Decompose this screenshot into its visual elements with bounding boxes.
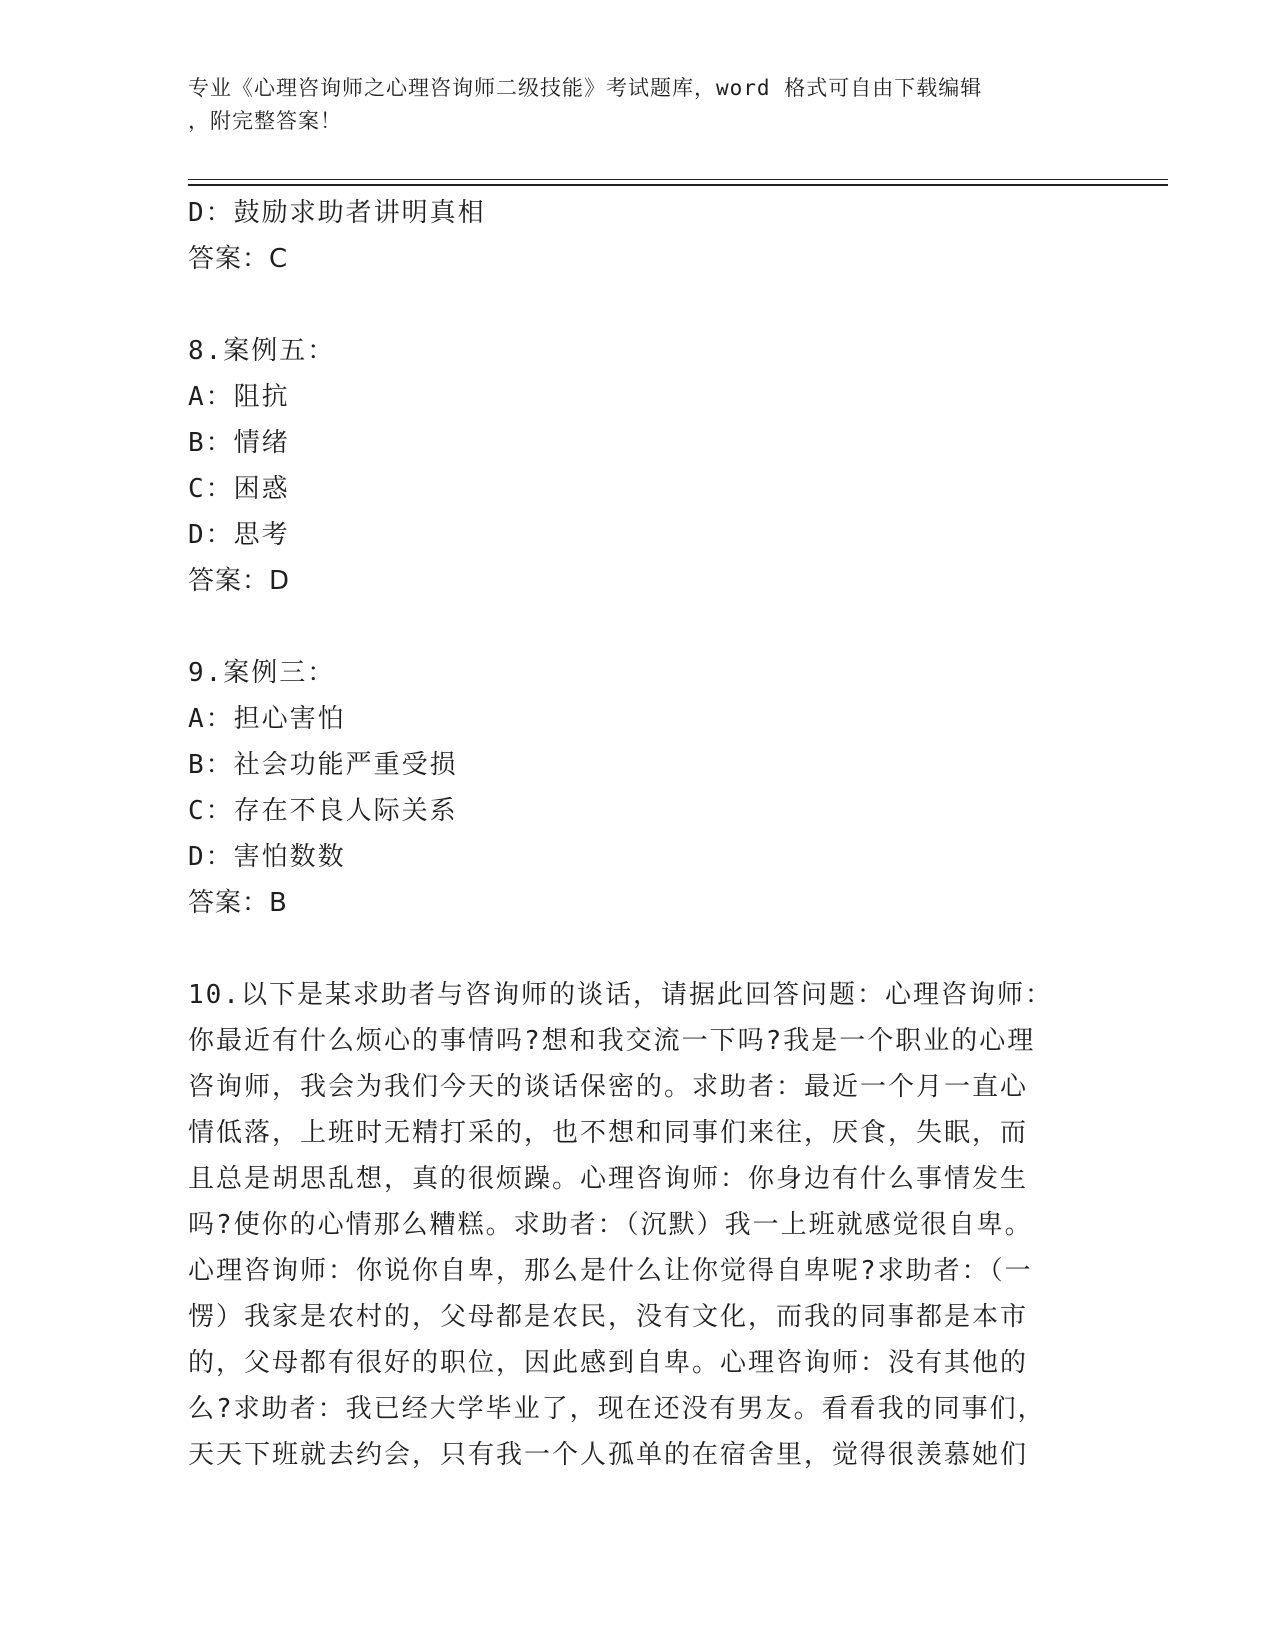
- question-10-line: 么?求助者：我已经大学毕业了，现在还没有男友。看看我的同事们，: [188, 1394, 1046, 1424]
- question-10-line: 你最近有什么烦心的事情吗?想和我交流一下吗?我是一个职业的心理: [188, 1026, 1036, 1056]
- header-title-line-1: 专业《心理咨询师之心理咨询师二级技能》考试题库，word 格式可自由下载编辑: [188, 76, 983, 100]
- question-10-line: 且总是胡思乱想，真的很烦躁。心理咨询师：你身边有什么事情发生: [188, 1164, 1029, 1194]
- question-10-line: 吗?使你的心情那么糟糕。求助者：（沉默）我一上班就感觉很自卑。: [188, 1210, 1033, 1240]
- question-10-line: 愣）我家是农村的，父母都是农民，没有文化，而我的同事都是本市: [188, 1302, 1029, 1332]
- question-10-line: 心理咨询师：你说你自卑，那么是什么让你觉得自卑呢?求助者：（一: [188, 1256, 1033, 1286]
- question-10-text: [188, 972, 1088, 1478]
- question-8-option-d: D：思考: [188, 520, 290, 550]
- spacer: [188, 926, 1088, 972]
- question-8-title: 8.案例五：: [188, 336, 336, 366]
- question-10-line: 的，父母都有很好的职位，因此感到自卑。心理咨询师：没有其他的: [188, 1348, 1029, 1378]
- question-9-option-c: C：存在不良人际关系: [188, 796, 458, 826]
- question-8-option-b: B：情绪: [188, 428, 290, 458]
- question-8-answer: 答案：D: [188, 566, 291, 596]
- question-10-line: 情低落，上班时无精打采的，也不想和同事们来往，厌食，失眠，而: [188, 1118, 1029, 1148]
- question-8-option-c: C：困惑: [188, 474, 290, 504]
- spacer: [188, 282, 1088, 328]
- question-8-option-a: A：阻抗: [188, 382, 290, 412]
- question-9-option-d: D：害怕数数: [188, 842, 346, 872]
- header-divider-thin: [188, 179, 1168, 180]
- document-body: [188, 190, 1088, 1478]
- question-9-option-a: A：担心害怕: [188, 704, 346, 734]
- header-divider-thick: [188, 184, 1168, 186]
- spacer: [188, 604, 1088, 650]
- question-10-line: 咨询师，我会为我们今天的谈话保密的。求助者：最近一个月一直心: [188, 1072, 1029, 1102]
- question-10-line: 10.以下是某求助者与咨询师的谈话，请据此回答问题：心理咨询师：: [188, 980, 1053, 1010]
- question-9-option-b: B：社会功能严重受损: [188, 750, 458, 780]
- document-header: [188, 72, 1068, 138]
- prev-question-answer: 答案：C: [188, 244, 289, 274]
- question-9-title: 9.案例三：: [188, 658, 336, 688]
- question-10-line: 天天下班就去约会，只有我一个人孤单的在宿舍里，觉得很羡慕她们: [188, 1440, 1029, 1470]
- header-title-line-2: ，附完整答案！: [188, 109, 342, 133]
- question-9-answer: 答案：B: [188, 888, 288, 918]
- prev-question-option-d: D：鼓励求助者讲明真相: [188, 198, 486, 228]
